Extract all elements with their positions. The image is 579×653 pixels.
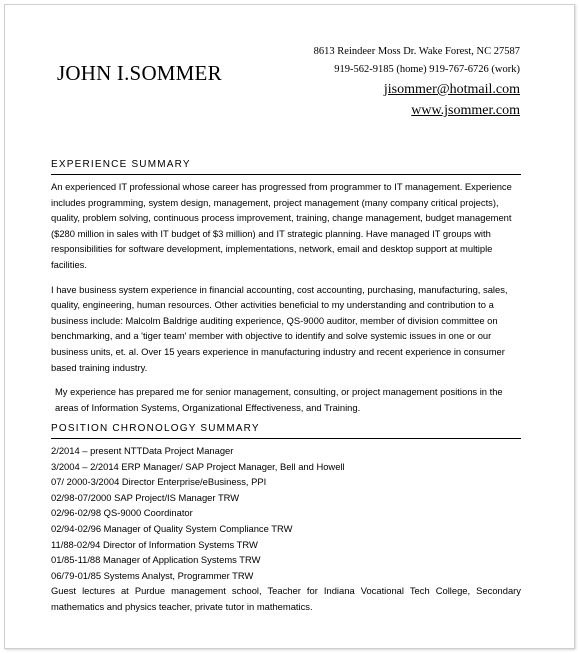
position-item: 11/88-02/94 Director of Information Systems TRW <box>51 538 258 550</box>
experience-paragraph-2: I have business system experience in financial accounting, cost accounting, purchasing, manufacturing, sales, quality, engineering, human resources. Other activities beneficial to my understanding and contribution to a business include: Malcolm Baldrige auditing experience, QS-9000 auditor, member of division committee on benchmarking, and a 'tiger team' member with objective to identify and solve systemic issues in one or our business units, et. al. Over 15 years experience in manufacturing industry and recent experience in consumer based training industry. <box>51 283 508 373</box>
position-item: 3/2004 – 2/2014 ERP Manager/ SAP Project Manager, Bell and Howell <box>51 460 345 472</box>
position-item: 07/ 2000-3/2004 Director Enterprise/eBusiness, PPI <box>51 476 267 488</box>
phone-numbers: 919-562-9185 (home) 919-767-6726 (work) <box>334 64 520 75</box>
resume-page <box>4 4 575 649</box>
teaching-note: Guest lectures at Purdue management school, Teacher for Indiana Vocational Tech College, Secondary mathematics and physics teacher, private tutor in mathematics. <box>51 585 521 612</box>
position-chronology-section <box>51 423 521 615</box>
position-item: 02/94-02/96 Manager of Quality System Compliance TRW <box>51 522 293 534</box>
position-item: 02/98-07/2000 SAP Project/IS Manager TRW <box>51 491 240 503</box>
experience-paragraph-1: An experienced IT professional whose career has progressed from programmer to IT management. Experience includes programming, system design, management, project management (many company critical projects), quality, problem solving, continuous process improvement, training, change management, budget management ($280 million in sales with IT budget of $3 million) and IT strategic planning. Have managed IT groups with responsibilities for software development, implementations, network, email and desktop support at multiple facilities. <box>51 181 512 270</box>
email-link[interactable]: jisommer@hotmail.com <box>383 82 520 97</box>
contact-block <box>314 43 520 121</box>
experience-summary-section <box>51 159 521 415</box>
position-item: 02/96-02/98 QS-9000 Coordinator <box>51 507 193 519</box>
position-item: 2/2014 – present NTTData Project Manager <box>51 445 234 456</box>
address: 8613 Reindeer Moss Dr. Wake Forest, NC 27587 <box>313 46 520 57</box>
experience-paragraph-3: My experience has prepared me for senior management, consulting, or project management positions in the areas of Information Systems, Organizational Effectiveness, and Training. <box>55 386 503 413</box>
position-item: 06/79-01/85 Systems Analyst, Programmer TRW <box>51 569 254 581</box>
experience-summary-heading: EXPERIENCE SUMMARY <box>51 159 521 175</box>
candidate-name: JOHN I.SOMMER <box>57 61 222 85</box>
position-chronology-heading: POSITION CHRONOLOGY SUMMARY <box>51 423 521 439</box>
website-link[interactable]: www.jsommer.com <box>411 103 520 118</box>
position-item: 01/85-11/88 Manager of Application Systems TRW <box>51 554 261 566</box>
